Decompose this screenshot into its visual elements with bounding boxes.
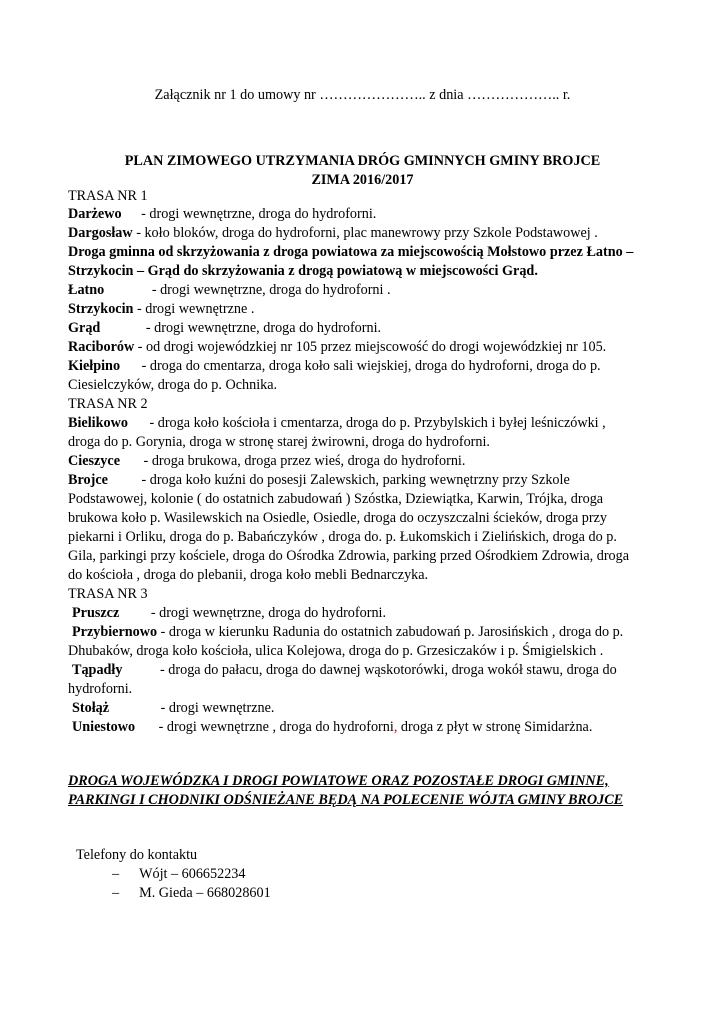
place-description: - droga koło kuźni do posesji Zalewskich, parking wewnętrzny przy Szkole [137, 472, 570, 488]
place-name: Stołąż [72, 700, 110, 716]
entry-kielpino-cont: Ciesielczyków, droga do p. Ochnika. [68, 377, 278, 393]
place-description: - drogi wewnętrzne, droga do hydroforni. [137, 206, 377, 222]
entry-kielpino [68, 357, 601, 376]
entry-pruszcz [68, 604, 386, 623]
entry-strzykocin [68, 300, 254, 319]
place-name: Łatno [68, 282, 105, 298]
place-name: Dargosław [68, 225, 133, 241]
entry-brojce [68, 471, 570, 490]
place-description: - drogi wewnętrzne, droga do hydroforni. [147, 605, 387, 621]
entry-uniestowo [68, 718, 592, 737]
gminna-route-line-1: Droga gminna od skrzyżowania z droga powiatowa za miejscowością Mołstowo przez Łatno – [68, 244, 634, 260]
place-name: Strzykocin [68, 301, 134, 317]
entry-latno [68, 281, 391, 300]
entry-brojce-line-3: brukowa koło p. Wasilewskich na Osiedle, Osiedle, droga do oczyszczalni ścieków, droga przy [68, 510, 608, 526]
place-description: - droga do pałacu, droga do dawnej wąskotorówki, droga wokół stawu, droga do [156, 662, 617, 678]
place-name: Uniestowo [72, 719, 136, 735]
attachment-header: Załącznik nr 1 do umowy nr ………………….. z dnia ……………….. r. [154, 87, 571, 103]
place-name: Pruszcz [72, 605, 120, 621]
place-name: Kiełpino [68, 358, 121, 374]
dash-bullet: – [112, 866, 120, 882]
entry-przybiernowo-cont: Dhubaków, droga koło kościoła, ulica Kolejowa, droga do p. Grzesiczaków i p. Śmigielskich . [68, 643, 604, 659]
contact-text: Wójt – 606652234 [139, 866, 246, 882]
place-description: - od drogi wojewódzkiej nr 105 przez miejscowość do drogi wojewódzkiej nr 105. [134, 339, 607, 355]
entry-bielikowo [68, 414, 606, 433]
dash-bullet: – [112, 885, 120, 901]
entry-brojce-line-6: do kościoła , droga do plebanii, droga koło mebli Bednarczyka. [68, 567, 429, 583]
place-name: Tąpadły [72, 662, 123, 678]
entry-przybiernowo [68, 623, 623, 642]
contact-item [112, 884, 271, 903]
entry-darzewo [68, 205, 376, 224]
entry-stolaz [68, 699, 274, 718]
place-name: Brojce [68, 472, 108, 488]
place-description: - droga do cmentarza, droga koło sali wiejskiej, droga do hydroforni, droga do p. [138, 358, 601, 374]
entry-raciborow [68, 338, 606, 357]
place-description: - drogi wewnętrzne. [157, 700, 275, 716]
place-name: Raciborów [68, 339, 135, 355]
entry-tapadly-cont: hydroforni. [68, 681, 133, 697]
place-name: Darżewo [68, 206, 122, 222]
entry-brojce-line-4: piekarni i Orliku, droga do p. Babańczyków , droga do. p. Łukomskich i Zielińskich, droga do p. [68, 529, 617, 545]
entry-bielikowo-cont: droga do p. Gorynia, droga w stronę starej żwirowni, droga do hydroforni. [68, 434, 490, 450]
notice-line-1: DROGA WOJEWÓDZKA I DROGI POWIATOWE ORAZ POZOSTAŁE DROGI GMINNE, [68, 773, 609, 789]
place-name: Przybiernowo [72, 624, 158, 640]
place-description: - droga koło kościoła i cmentarza, droga do p. Przybylskich i byłej leśniczówki , [145, 415, 606, 431]
place-description: - drogi wewnętrzne, droga do hydroforni. [142, 320, 382, 336]
place-description: - droga w kierunku Radunia do ostatnich zabudowań p. Jarosińskich , droga do p. [157, 624, 624, 640]
place-description: - droga brukowa, droga przez wieś, droga do hydroforni. [140, 453, 466, 469]
place-name: Cieszyce [68, 453, 120, 469]
place-description: - drogi wewnętrzne . [133, 301, 255, 317]
notice-line-2: PARKINGI I CHODNIKI ODŚNIEŻANE BĘDĄ NA POLECENIE WÓJTA GMINY BROJCE [68, 792, 624, 808]
title-line-1: PLAN ZIMOWEGO UTRZYMANIA DRÓG GMINNYCH GMINY BROJCE [124, 153, 601, 169]
entry-brojce-line-2: Podstawowej, kolonie ( do ostatnich zabudowań ) Szóstka, Dziewiątka, Karwin, Trójka, droga [68, 491, 604, 507]
place-description: - drogi wewnętrzne , droga do hydroforni [155, 719, 394, 735]
trasa-1-label: TRASA NR 1 [68, 188, 148, 204]
contact-text: M. Gieda – 668028601 [139, 885, 271, 901]
place-name: Bielikowo [68, 415, 128, 431]
entry-tapadly [68, 661, 617, 680]
entry-brojce-line-5: Gila, parkingi przy kościele, droga do Ośrodka Zdrowia, parking przed Ośrodkiem Zdrowia, droga [68, 548, 630, 564]
contact-item [112, 865, 246, 884]
place-name: Grąd [68, 320, 101, 336]
entry-grad [68, 319, 381, 338]
entry-dargoslaw [68, 224, 598, 243]
trasa-3-label: TRASA NR 3 [68, 586, 148, 602]
place-description-end: droga z płyt w stronę Simidarżna. [397, 719, 593, 735]
entry-cieszyce [68, 452, 465, 471]
red-comma: , [393, 719, 398, 735]
place-description: - drogi wewnętrzne, droga do hydroforni . [148, 282, 391, 298]
contacts-label: Telefony do kontaktu [76, 847, 198, 863]
gminna-route-line-2: Strzykocin – Grąd do skrzyżowania z drogą powiatową w miejscowości Grąd. [68, 263, 538, 279]
place-description: - koło bloków, droga do hydroforni, plac manewrowy przy Szkole Podstawowej . [132, 225, 598, 241]
trasa-2-label: TRASA NR 2 [68, 396, 148, 412]
title-line-2: ZIMA 2016/2017 [311, 172, 414, 188]
